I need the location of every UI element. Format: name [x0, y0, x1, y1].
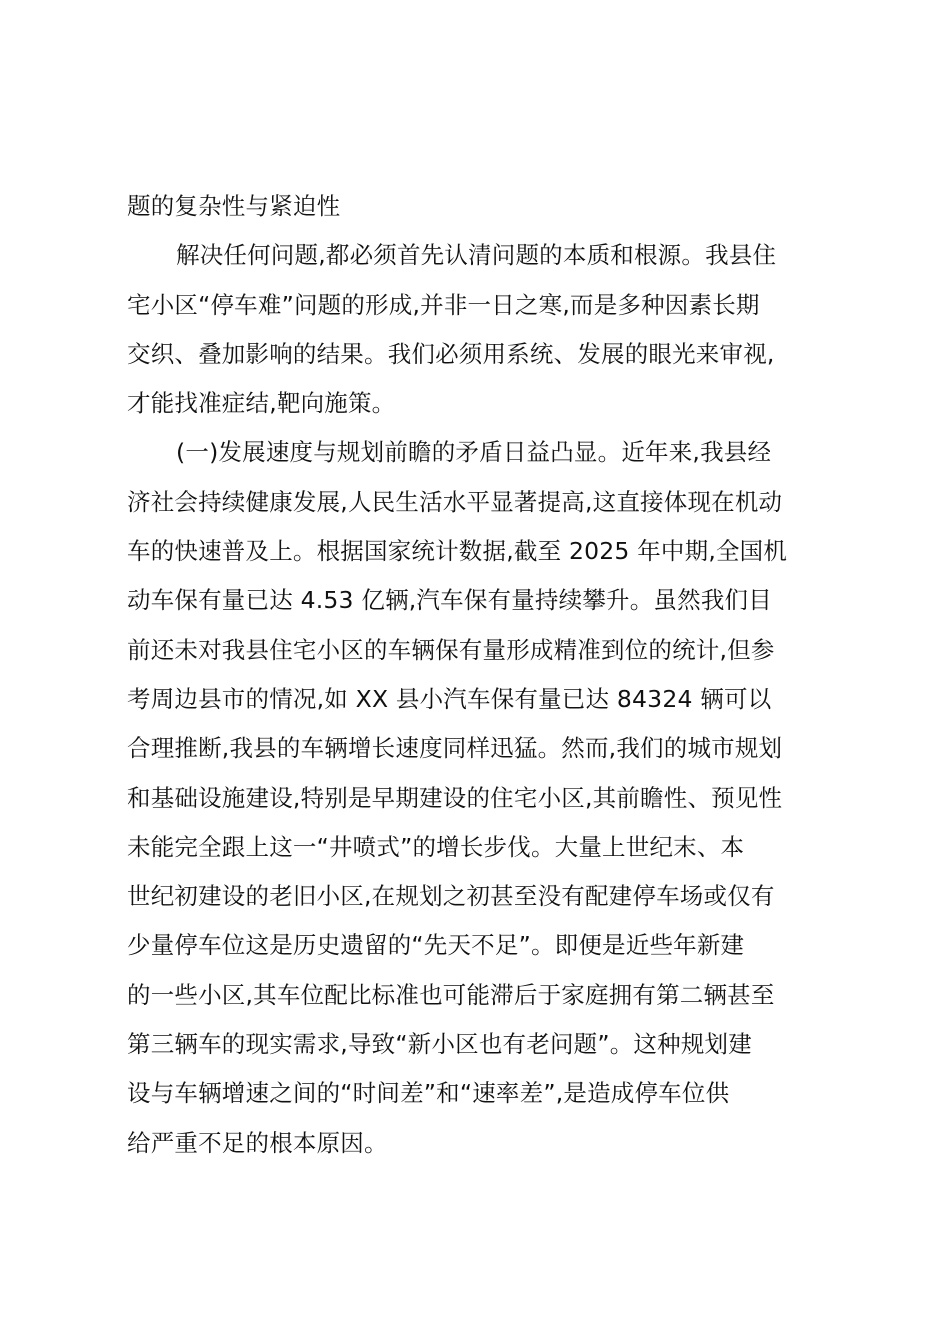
text-line: 动车保有量已达 4.53 亿辆,汽车保有量持续攀升。虽然我们目 [127, 586, 772, 615]
text-line: 济社会持续健康发展,人民生活水平显著提高,这直接体现在机动 [127, 487, 783, 516]
text-line: 宅小区“停车难”问题的形成,并非一日之寒,而是多种因素长期 [127, 290, 760, 319]
text-line: 世纪初建设的老旧小区,在规划之初甚至没有配建停车场或仅有 [127, 882, 775, 911]
text-line: 设与车辆增速之间的“时间差”和“速率差”,是造成停车位供 [127, 1079, 730, 1108]
text-line: 未能完全跟上这一“井喷式”的增长步伐。大量上世纪末、本 [127, 832, 745, 861]
text-line: 考周边县市的情况,如 XX 县小汽车保有量已达 84324 辆可以 [127, 684, 772, 713]
text-line: 少量停车位这是历史遗留的“先天不足”。即便是近些年新建 [127, 931, 745, 960]
text-line: 交织、叠加影响的结果。我们必须用系统、发展的眼光来审视, [127, 339, 775, 368]
text-line: (一)发展速度与规划前瞻的矛盾日益凸显。近年来,我县经 [176, 438, 772, 467]
text-line: 解决任何问题,都必须首先认清问题的本质和根源。我县住 [176, 241, 777, 270]
text-line: 第三辆车的现实需求,导致“新小区也有老问题”。这种规划建 [127, 1030, 752, 1059]
text-line: 和基础设施建设,特别是早期建设的住宅小区,其前瞻性、预见性 [127, 783, 783, 812]
text-line: 题的复杂性与紧迫性 [127, 192, 341, 220]
text-line: 合理推断,我县的车辆增长速度同样迅猛。然而,我们的城市规划 [127, 734, 783, 763]
text-line: 才能找准症结,靶向施策。 [127, 389, 396, 418]
text-line: 车的快速普及上。根据国家统计数据,截至 2025 年中期,全国机 [127, 537, 788, 566]
text-line: 给严重不足的根本原因。 [127, 1128, 388, 1157]
body-text [127, 182, 837, 1168]
text-line: 的一些小区,其车位配比标准也可能滞后于家庭拥有第二辆甚至 [127, 980, 775, 1009]
text-line: 前还未对我县住宅小区的车辆保有量形成精准到位的统计,但参 [127, 635, 775, 664]
